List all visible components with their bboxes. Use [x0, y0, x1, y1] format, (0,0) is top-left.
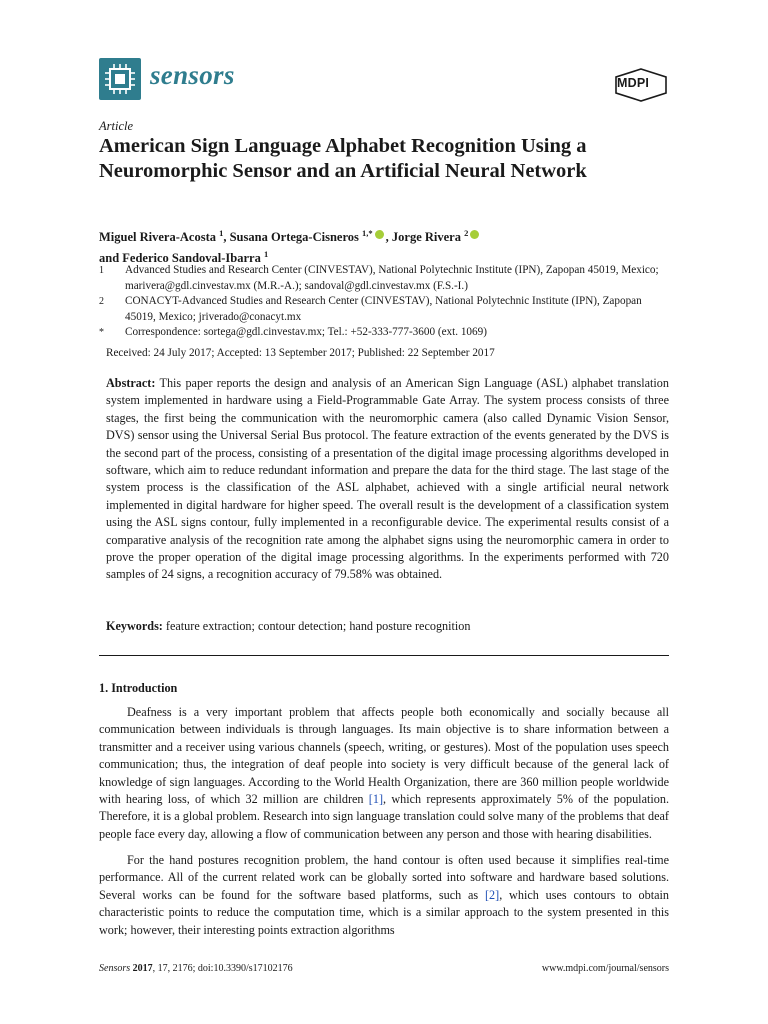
intro-paragraph-2 [99, 852, 669, 939]
journal-name: sensors [150, 60, 235, 90]
correspondence [99, 325, 669, 341]
author-name: Federico Sandoval-Ibarra [122, 251, 261, 266]
journal-logo [99, 58, 141, 100]
citation-link[interactable]: [2] [484, 887, 500, 902]
affiliation-ref: 1,* [362, 228, 373, 238]
correspondence-mark: * [99, 327, 104, 338]
footer-url[interactable]: www.mdpi.com/journal/sensors [541, 963, 669, 974]
abstract [106, 375, 669, 584]
footer-year: 2017 [132, 963, 153, 974]
orcid-icon[interactable] [375, 230, 384, 239]
affiliation-mark: 1 [99, 265, 104, 276]
affiliation-ref: 2 [464, 228, 469, 238]
affiliation-ref: 1 [263, 249, 269, 260]
article-type: Article [99, 119, 134, 133]
author-name: Susana Ortega-Cisneros [229, 230, 359, 245]
abstract-text: This paper reports the design and analysis of an American Sign Language (ASL) alphabet translation system implemented in hardware using a Field-Programmable Gate Array. The system process consists of three stages, the first being the communication with the neuromorphic camera (also called Dynamic Vision Sensor, DVS) sensor using the Universal Serial Bus protocol. The feature extraction of the events generated by the DVS is the second part of the process, consisting of a presentation of the digital image processing algorithms developed in software, which aim to reduce redundant information and prepare the data for the third stage. The last stage of the system process is the classification of the ASL alphabet, achieved with a single artificial neural network implemented in digital hardware for higher speed. The overall result is the development of a classification system using the ASL signs contour, fully implemented in a reconfigurable device. The experimental results consist of a comparative analysis of the recognition rate among the alphabet signs using the neuromorphic camera in order to prove the proper operation of the digital image processing algorithms. In the experiments performed with 720 samples of 24 signs, a recognition accuracy of 79.58% was obtained. [106, 376, 669, 582]
divider [99, 655, 669, 656]
author-name: Miguel Rivera-Acosta [99, 230, 216, 245]
author-name: Jorge Rivera [391, 230, 461, 245]
footer-journal: Sensors [99, 963, 131, 974]
keywords [106, 619, 669, 634]
keywords-label: Keywords: [106, 619, 163, 633]
affiliation-1 [99, 263, 669, 294]
affiliation-2 [99, 294, 669, 325]
footer-doi: , 17, 2176; doi:10.3390/s17102176 [152, 963, 293, 974]
paragraph-text: , which uses contours to obtain characteristic points to reduce the computation time, which is a similar approach to the system presented in this work; however, their interesting points extraction algorithms [99, 887, 669, 937]
affiliation-text: Advanced Studies and Research Center (CINVESTAV), National Polytechnic Institute (IPN), Zapopan 45019, Mexico; marivera@gdl.cinvestav.mx (M.R.-A.); sandoval@gdl.cinvestav.mx (F.S.-I.) [125, 264, 659, 292]
affiliation-mark: 2 [99, 296, 104, 307]
chip-icon [99, 58, 141, 100]
affiliation-text: CONACYT-Advanced Studies and Research Center (CINVESTAV), National Polytechnic Institute (IPN), Zapopan 45019, Mexico; jriverado@conacyt.mx [125, 295, 642, 323]
footer-citation [99, 963, 293, 974]
publisher-logo-text: MDPI [617, 76, 650, 90]
publication-dates: Received: 24 July 2017; Accepted: 13 September 2017; Published: 22 September 2017 [106, 347, 495, 359]
orcid-icon[interactable] [470, 230, 479, 239]
author-conjunction: and [99, 251, 120, 266]
keywords-text: feature extraction; contour detection; hand posture recognition [165, 619, 471, 633]
section-heading: 1. Introduction [99, 681, 178, 695]
paragraph-text: For the hand postures recognition problem, the hand contour is often used because it simplifies real-time performance. All of the current related work can be globally sorted into software and hardware based solutions. Several works can be found for the software based platforms, such as [99, 853, 669, 902]
correspondence-text: Correspondence: sortega@gdl.cinvestav.mx; Tel.: +52-333-777-3600 (ext. 1069) [125, 326, 487, 338]
abstract-label: Abstract: [106, 376, 156, 390]
paragraph-text: Deafness is a very important problem that affects people both economically and socially because all communication between individuals is through languages. Its main objective is to share information between a transmitter and a receiver using various channels (speech, writing, or gestures). Most of the population uses speech communication; thus, the integration of deaf people into society is very difficult because of the general lack of knowledge of sign languages. According to the World Health Organization, there are 360 million people worldwide with hearing loss, of which 32 million are children [99, 705, 669, 807]
author-list: Miguel Rivera-Acosta $^1$, Susana Ortega-Cisneros $^{1,*}$ , Jorge Rivera $^2$ and Federico Sandoval-Ibarra $^1$ [99, 225, 659, 267]
paper-title: American Sign Language Alphabet Recognition Using a Neuromorphic Sensor and an Artificial Neural Network [99, 135, 587, 182]
intro-paragraph-1 [99, 704, 669, 843]
citation-link[interactable]: [1] [368, 792, 384, 807]
paragraph-text: , which represents approximately 5% of the population. Therefore, it is a global problem. Research into sign language translation could solve many of the problems that deaf people face every day, allowing a flow of communication between any person and those with hearing disabilities. [99, 792, 669, 841]
affiliation-ref: 1 [219, 228, 224, 238]
